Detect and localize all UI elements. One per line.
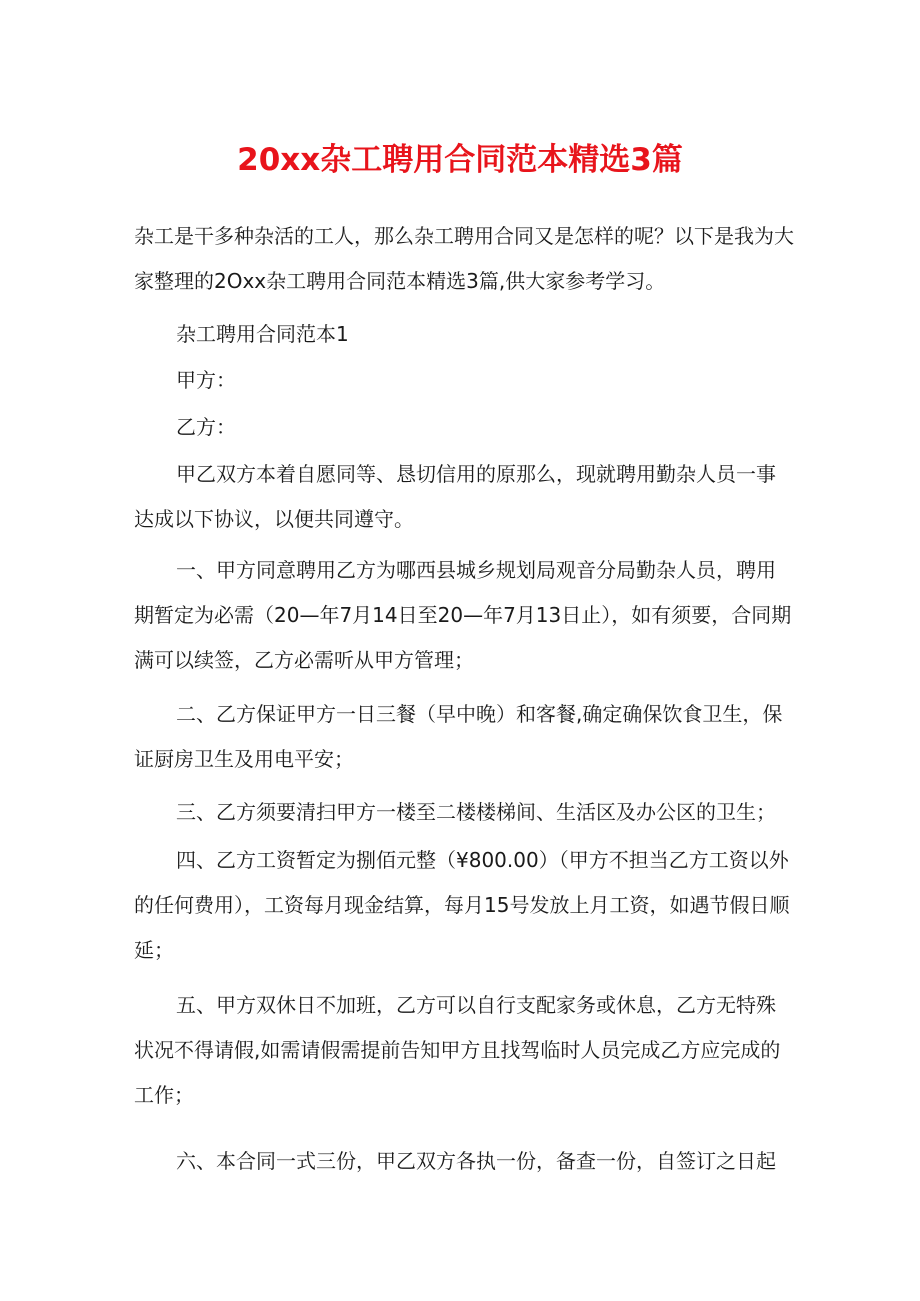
clause-5-paragraph: 五、甲方双休日不加班，乙方可以自行支配家务或休息，乙方无特殊状况不得请假,如需请假需提前告知甲方且找驾临时人员完成乙方应完成的工作；: [134, 993, 781, 1107]
document-title: 20xx杂工聘用合同范本精选3篇: [237, 142, 683, 178]
clause-1-paragraph: 一、甲方同意聘用乙方为哪西县城乡规划局观音分局勤杂人员，聘用期暂定为必需（20—年7月14日至20—年7月13日止），如有须要，合同期满可以续签，乙方必需听从甲方管理；: [134, 558, 792, 672]
clause-4-paragraph: 四、乙方工资暂定为捌佰元整（¥800.00）（甲方不担当乙方工资以外的任何费用），工资每月现金结算，每月15号发放上月工资，如遇节假日顺延；: [134, 848, 790, 962]
preamble-paragraph: 甲乙双方本着自愿同等、恳切信用的原那么，现就聘用勤杂人员一事达成以下协议，以便共同遵守。: [134, 462, 776, 531]
intro-paragraph: 杂工是干多种杂活的工人，那么杂工聘用合同又是怎样的呢？以下是我为大家整理的2Oxx杂工聘用合同范本精选3篇,供大家参考学习。: [134, 224, 794, 293]
party-a-label: 甲方：: [176, 368, 236, 392]
clause-6-paragraph: 六、本合同一式三份，甲乙双方各执一份，备查一份，自签订之日起: [176, 1149, 776, 1173]
party-b-label: 乙方：: [176, 415, 236, 439]
section-heading: 杂工聘用合同范本1: [176, 322, 349, 346]
clause-2-paragraph: 二、乙方保证甲方一日三餐（早中晚）和客餐,确定确保饮食卫生，保证厨房卫生及用电平安；: [134, 702, 783, 771]
clause-3-paragraph: 三、乙方须要清扫甲方一楼至二楼楼梯间、生活区及办公区的卫生；: [176, 800, 776, 824]
